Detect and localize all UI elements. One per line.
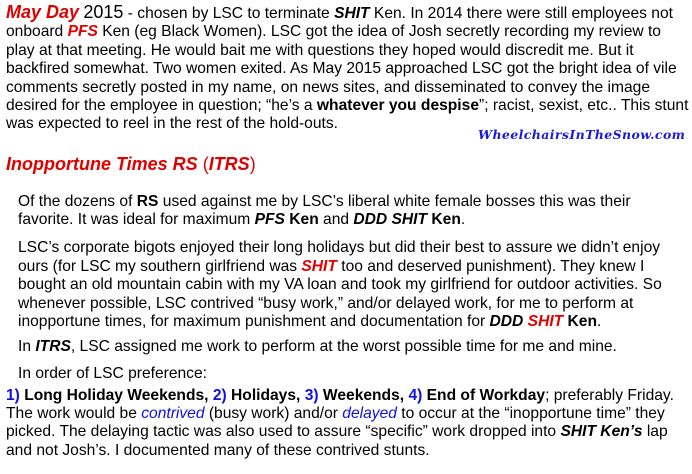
term-shit: SHIT: [527, 313, 564, 331]
term-whatever-you-despise: whatever you despise: [316, 97, 479, 115]
heading-open-paren: (: [197, 154, 209, 174]
heading-abbr: ITRS: [208, 154, 250, 174]
item-holidays: Holidays: [226, 387, 297, 404]
heading-close-paren: ): [249, 154, 256, 174]
item-weekends: Weekends: [318, 387, 400, 404]
text: , LSC assigned me work to perform at the worst possible time for me and mine.: [70, 338, 617, 355]
may-day-year: 2015: [83, 2, 124, 22]
text: ,: [399, 387, 409, 404]
text: too and deserved punishment). They knew I bought an old mountain cabin with my VA loan and took my girlfriend for outdoor activities. So whenever possible, LSC contrived “busy work,” and/or delayed work, for me to perform at inopportune times, for maximum punishment and documentation for: [18, 257, 662, 331]
text: Ken (eg Black Women). LSC got the idea of Josh secretly recording my review to play at that meeting. He would bait me with questions they hoped would discredit me. But it backfired somewhat. Two women exited. As May 2015 approached LSC got the bright idea of vile comments secretly posted in my name, on news sites, and disseminated to convey the image desired for the employee in question; “he’s a: [6, 23, 677, 115]
text: In: [18, 338, 36, 355]
paragraph-holidays: [18, 239, 688, 332]
list-number-2: 2): [212, 387, 227, 404]
paragraph-order: In order of LSC preference:: [18, 365, 207, 382]
term-pfs: PFS: [254, 211, 285, 229]
term-pfs: PFS: [67, 23, 98, 41]
term-contrived: contrived: [141, 405, 205, 423]
paragraph-may-day: [6, 3, 690, 134]
term-ddd: DDD: [489, 313, 524, 331]
item-long-holiday-weekends: Long Holiday Weekends: [19, 387, 205, 404]
text: (busy work) and/or: [204, 405, 343, 423]
text: to occur at the “inopportune time” they picked. The delaying tactic was also used to assure “specific” work dropped into: [6, 405, 665, 441]
list-number-4: 4): [408, 387, 423, 404]
text: ; preferably Friday. The work would be: [6, 387, 674, 423]
term-ken: Ken: [427, 211, 461, 229]
term-shit: SHIT: [334, 5, 370, 22]
term-shit: SHIT: [301, 257, 337, 275]
term-shit-kens: SHIT Ken’s: [560, 423, 643, 441]
item-end-of-workday: End of Workday: [422, 387, 546, 404]
paragraph-favorite-rs: [18, 193, 688, 230]
text: - chosen by LSC to terminate: [123, 5, 335, 22]
text: ,: [204, 387, 213, 404]
term-ddd-shit: DDD SHIT: [353, 211, 428, 229]
text: ,: [296, 387, 305, 404]
list-number-3: 3): [304, 387, 319, 404]
text: LSC’s corporate bigots enjoyed their long holidays but did their best to assure we didn’t enjoy ours (for LSC my southern girlfriend was: [18, 239, 661, 275]
text: used against me by LSC’s liberal white female bosses this was their favorite. It was ideal for maximum: [18, 193, 631, 229]
term-rs: RS: [136, 193, 159, 210]
text: lap and not Josh’s. I documented many of these contrived stunts.: [6, 423, 668, 459]
paragraph-preference-list: [6, 387, 690, 460]
term-ken: Ken: [567, 313, 598, 331]
text: ”; racist, sexist, etc.. This stunt was expected to reel in the rest of the hold-outs.: [6, 97, 689, 133]
text: and: [318, 211, 354, 229]
list-number-1: 1): [6, 387, 20, 404]
site-watermark: WheelchairsInTheSnow.com: [478, 127, 686, 142]
may-day-lead: May Day: [6, 2, 80, 22]
heading-main: Inopportune Times RS: [6, 154, 198, 174]
text: .: [460, 211, 466, 229]
section-heading-itrs: [6, 154, 256, 175]
paragraph-itrs-assignment: [18, 338, 688, 356]
text: Ken. In 2014 there were still employees not onboard: [6, 5, 673, 41]
text: .: [597, 313, 602, 331]
text: Of the dozens of: [18, 193, 137, 210]
term-delayed: delayed: [342, 405, 397, 423]
term-itrs: ITRS: [35, 338, 71, 355]
term-ken: Ken: [284, 211, 319, 229]
